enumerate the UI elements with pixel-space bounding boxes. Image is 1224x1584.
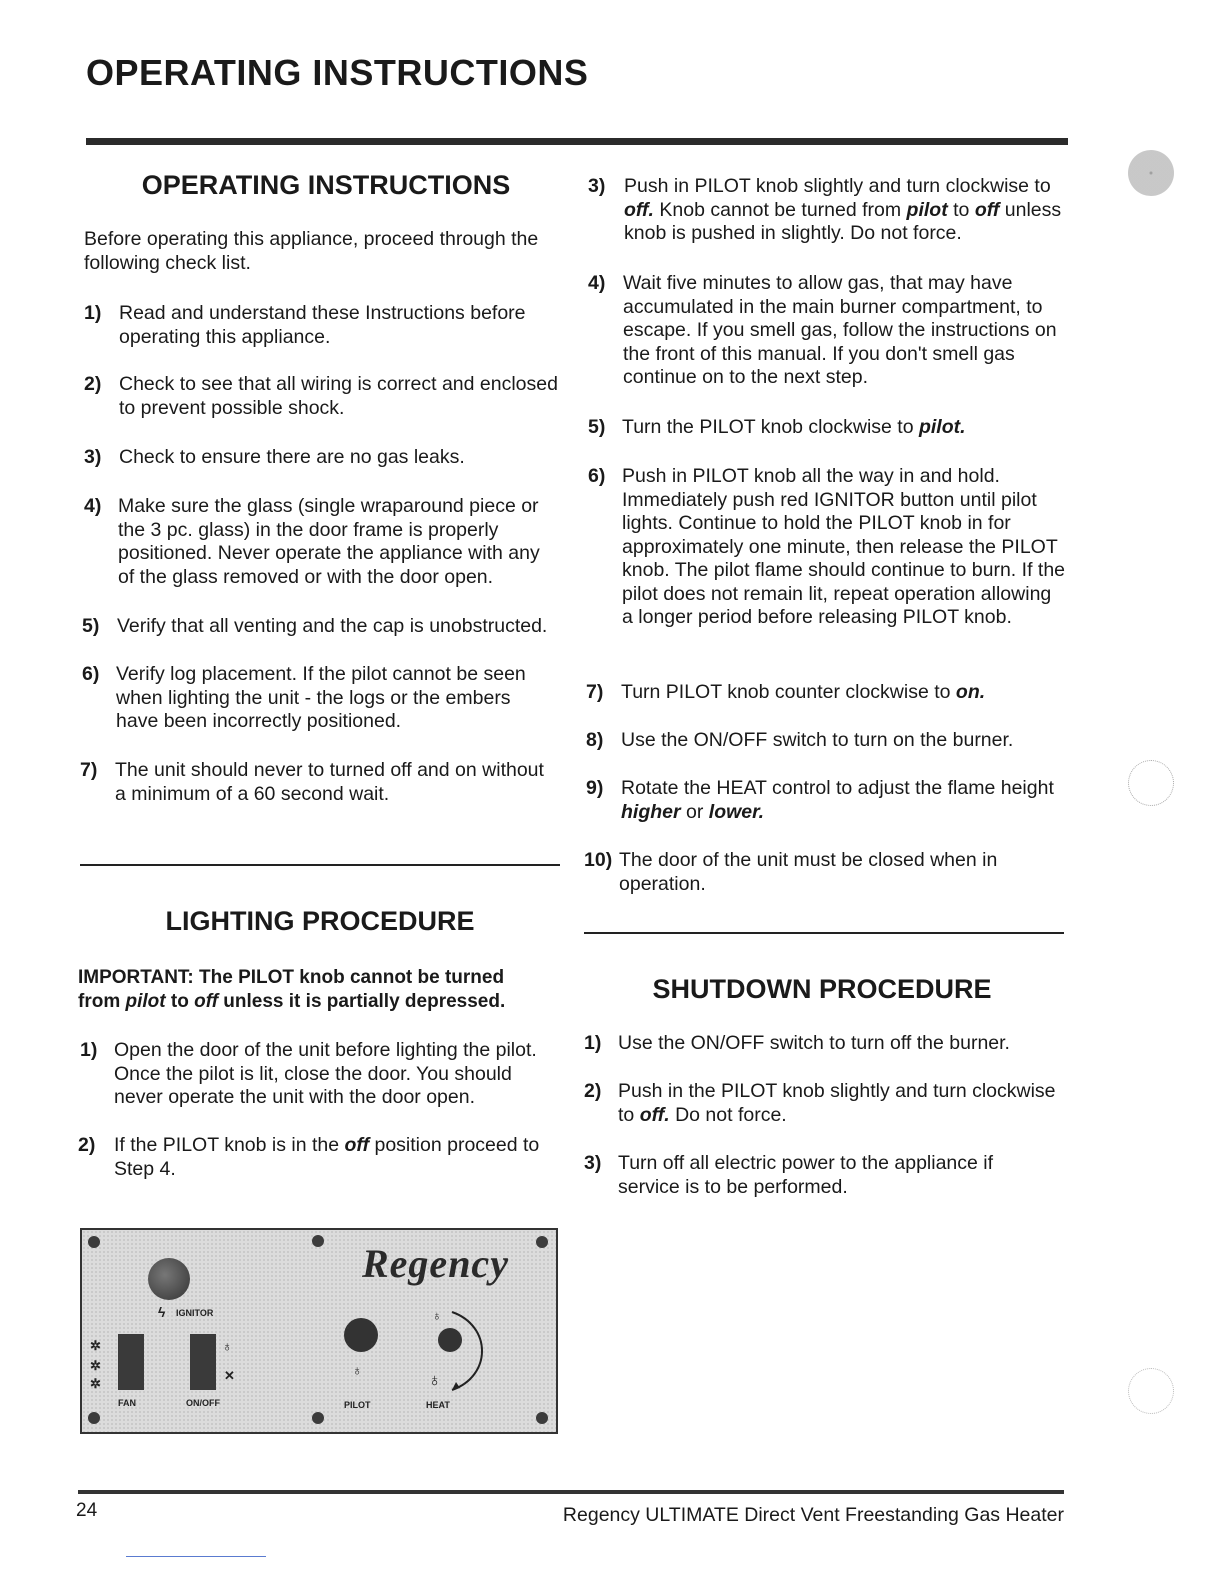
item-text: Check to see that all wiring is correct and enclosed to prevent possible shock. bbox=[119, 373, 558, 419]
high-flame-icon: ♁ bbox=[428, 1370, 442, 1390]
punch-hole-icon bbox=[1128, 1368, 1174, 1414]
text-emphasis: lower. bbox=[708, 800, 765, 823]
list-item bbox=[84, 373, 566, 420]
page-title: OPERATING INSTRUCTIONS bbox=[86, 52, 589, 93]
item-number: 7) bbox=[80, 759, 98, 781]
list-item bbox=[586, 777, 1064, 824]
pilot-flame-icon: ♁ bbox=[352, 1362, 363, 1378]
important-label: IMPORTANT: bbox=[78, 967, 194, 988]
screw-icon bbox=[88, 1412, 100, 1424]
flame-icon: ♁ bbox=[222, 1338, 233, 1354]
text-fragment: Turn the PILOT knob clockwise to bbox=[622, 416, 919, 438]
page-number: 24 bbox=[76, 1500, 98, 1521]
text-fragment: Turn PILOT knob counter clockwise to bbox=[621, 681, 956, 703]
off-flame-icon: ✕ bbox=[224, 1368, 235, 1383]
fan-icon: ✲ bbox=[90, 1376, 101, 1391]
item-number: 8) bbox=[586, 729, 604, 751]
header-rule bbox=[86, 138, 1068, 145]
item-number: 2) bbox=[84, 373, 102, 395]
item-text: Make sure the glass (single wraparound piece or the 3 pc. glass) in the door frame is properly positioned. Never operate the appliance with any of the glass removed or with the door open. bbox=[118, 495, 540, 588]
important-text: unless it is partially depressed. bbox=[218, 990, 506, 1012]
item-number: 9) bbox=[586, 777, 604, 799]
list-item bbox=[584, 1152, 1024, 1199]
screw-icon bbox=[536, 1236, 548, 1248]
footer-rule bbox=[78, 1490, 1064, 1494]
text-emphasis: off bbox=[974, 198, 1000, 221]
bottom-mark bbox=[126, 1556, 266, 1557]
item-number: 1) bbox=[80, 1039, 98, 1061]
text-fragment: position proceed to Step 4. bbox=[114, 1134, 540, 1180]
item-text bbox=[586, 681, 1064, 705]
fan-label: FAN bbox=[118, 1398, 136, 1408]
important-text: to bbox=[165, 990, 195, 1012]
list-item bbox=[80, 1039, 550, 1110]
item-number: 3) bbox=[588, 175, 606, 197]
item-number: 3) bbox=[584, 1152, 602, 1174]
text-fragment: or bbox=[680, 800, 709, 823]
item-number: 2) bbox=[584, 1080, 602, 1102]
fan-switch-icon bbox=[118, 1334, 144, 1390]
item-text: Push in PILOT knob all the way in and hold. Immediately push red IGNITOR button until pilot lights. Continue to hold the PILOT knob in for approximately one minute, then release the PILOT knob. The pilot flame should continue to burn. If the pilot does not remain lit, repeat operation allowing a longer period before releasing PILOT knob. bbox=[622, 465, 1066, 628]
list-item bbox=[84, 302, 566, 349]
screw-icon bbox=[312, 1235, 324, 1247]
list-item bbox=[82, 615, 566, 639]
item-number: 4) bbox=[588, 272, 606, 294]
text-emphasis: off. bbox=[639, 1103, 670, 1126]
fan-icon: ✲ bbox=[90, 1358, 101, 1373]
text-fragment: unless knob is pushed in slightly. Do not force. bbox=[624, 198, 1062, 244]
footer-title: Regency ULTIMATE Direct Vent Freestanding Gas Heater bbox=[562, 1504, 1064, 1526]
ignitor-label: IGNITOR bbox=[176, 1308, 214, 1318]
item-text bbox=[588, 416, 1066, 440]
list-item bbox=[84, 495, 554, 589]
item-text bbox=[588, 175, 1062, 246]
item-text bbox=[586, 777, 1064, 824]
text-emphasis: on. bbox=[955, 681, 986, 703]
item-number: 10) bbox=[584, 849, 613, 871]
punch-hole-icon bbox=[1128, 760, 1174, 806]
text-emphasis: pilot bbox=[906, 198, 948, 221]
screw-icon bbox=[536, 1412, 548, 1424]
item-number: 5) bbox=[588, 416, 606, 438]
item-number: 6) bbox=[82, 663, 100, 685]
item-text bbox=[78, 1134, 558, 1181]
list-item bbox=[84, 446, 566, 470]
screw-icon bbox=[88, 1236, 100, 1248]
item-text: Open the door of the unit before lighting the pilot. Once the pilot is lit, close the door. You should never operate the unit with the door open. bbox=[114, 1039, 537, 1108]
low-flame-icon: ♁ bbox=[432, 1308, 442, 1323]
item-text bbox=[584, 1080, 1066, 1127]
pilot-knob-icon bbox=[344, 1318, 378, 1352]
screw-icon bbox=[312, 1412, 324, 1424]
item-number: 2) bbox=[78, 1134, 96, 1156]
operating-heading: OPERATING INSTRUCTIONS bbox=[141, 170, 511, 200]
ignitor-button-icon bbox=[148, 1258, 190, 1300]
shutdown-heading: SHUTDOWN PROCEDURE bbox=[652, 974, 992, 1004]
important-em: off bbox=[194, 990, 219, 1012]
important-text: The PILOT knob cannot be turned from bbox=[78, 967, 505, 1012]
text-emphasis: higher bbox=[621, 800, 681, 823]
list-item bbox=[584, 1032, 1064, 1056]
item-text: Verify that all venting and the cap is unobstructed. bbox=[117, 615, 548, 637]
item-number: 4) bbox=[84, 495, 102, 517]
item-text: Verify log placement. If the pilot cannot be seen when lighting the unit - the logs or the embers have been incorrectly positioned. bbox=[116, 663, 526, 732]
list-item bbox=[584, 849, 1024, 896]
list-item bbox=[588, 465, 1066, 630]
text-fragment: Knob cannot be turned from bbox=[653, 198, 907, 221]
list-item bbox=[586, 681, 1064, 705]
list-item bbox=[588, 416, 1066, 440]
list-item bbox=[78, 1134, 558, 1181]
lighting-heading: LIGHTING PROCEDURE bbox=[165, 906, 475, 936]
item-text: Turn off all electric power to the appliance if service is to be performed. bbox=[618, 1152, 994, 1198]
item-text: Use the ON/OFF switch to turn off the burner. bbox=[618, 1032, 1010, 1054]
text-fragment: Rotate the HEAT control to adjust the flame height bbox=[621, 777, 1054, 799]
punch-hole-icon bbox=[1128, 150, 1174, 196]
list-item bbox=[82, 663, 552, 734]
text-emphasis: off. bbox=[624, 198, 654, 221]
important-note bbox=[78, 966, 548, 1013]
text-fragment: If the PILOT knob is in the bbox=[114, 1134, 345, 1156]
item-text: Wait five minutes to allow gas, that may have accumulated in the main burner compartment, to escape. If you smell gas, follow the instructions on the front of this manual. If you don't smell gas continue on to the next step. bbox=[623, 272, 1057, 388]
onoff-switch-icon bbox=[190, 1334, 216, 1390]
heat-label: HEAT bbox=[426, 1400, 450, 1410]
list-item bbox=[586, 729, 1064, 753]
item-number: 1) bbox=[84, 302, 102, 324]
text-fragment: Push in PILOT knob slightly and turn clockwise to bbox=[624, 175, 1051, 197]
list-item bbox=[80, 759, 560, 806]
text-fragment: to bbox=[947, 198, 975, 221]
fan-icon: ✲ bbox=[90, 1338, 101, 1353]
important-em: pilot bbox=[125, 990, 166, 1012]
item-number: 3) bbox=[84, 446, 102, 468]
text-emphasis: off bbox=[344, 1134, 370, 1156]
item-text: The door of the unit must be closed when in operation. bbox=[619, 849, 998, 895]
item-number: 5) bbox=[82, 615, 100, 637]
item-number: 1) bbox=[584, 1032, 602, 1054]
item-text: Check to ensure there are no gas leaks. bbox=[119, 446, 465, 468]
text-fragment: Do not force. bbox=[669, 1103, 787, 1126]
lightning-icon: ϟ bbox=[158, 1304, 166, 1320]
control-panel-illustration bbox=[80, 1228, 558, 1434]
operating-intro: Before operating this appliance, proceed through the following check list. bbox=[84, 228, 539, 274]
text-fragment: Push in the PILOT knob slightly and turn clockwise to bbox=[618, 1080, 1056, 1126]
item-text: Use the ON/OFF switch to turn on the burner. bbox=[621, 729, 1014, 751]
list-item bbox=[584, 1080, 1066, 1127]
item-text: Read and understand these Instructions before operating this appliance. bbox=[119, 302, 526, 348]
onoff-label: ON/OFF bbox=[186, 1398, 220, 1408]
section-divider bbox=[584, 932, 1064, 934]
item-text: The unit should never to turned off and on without a minimum of a 60 second wait. bbox=[115, 759, 544, 805]
list-item bbox=[588, 272, 1066, 390]
brand-logo: Regency bbox=[362, 1241, 509, 1286]
pilot-label: PILOT bbox=[344, 1400, 371, 1410]
list-item bbox=[588, 175, 1062, 246]
text-emphasis: pilot. bbox=[918, 416, 966, 438]
item-number: 6) bbox=[588, 465, 606, 487]
section-divider bbox=[80, 864, 560, 866]
item-number: 7) bbox=[586, 681, 604, 703]
